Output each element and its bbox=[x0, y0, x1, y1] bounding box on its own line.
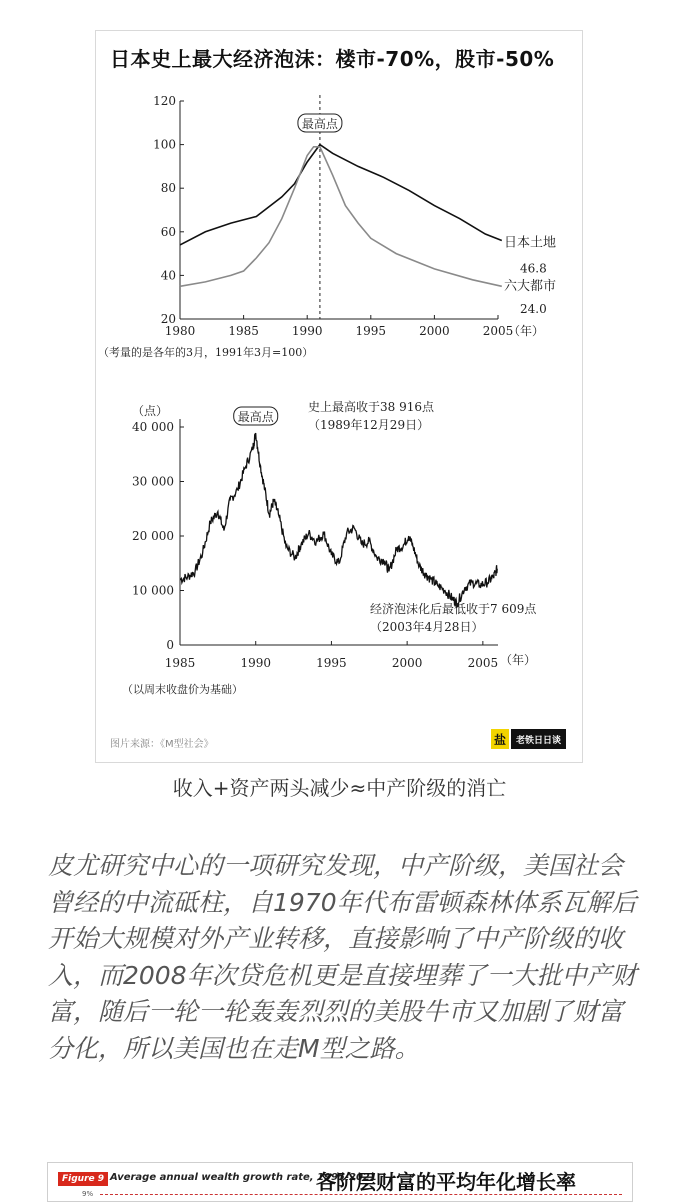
x-tick-label: 1990 bbox=[240, 656, 271, 670]
chart-note: （考量的是各年的3月，1991年3月=100） bbox=[98, 346, 314, 359]
figure9-zh-title: 各阶层财富的平均年化增长率 bbox=[316, 1170, 576, 1194]
y-tick-label: 40 bbox=[160, 268, 176, 283]
chart-note: （以周末收盘价为基础） bbox=[122, 683, 243, 696]
series-line bbox=[180, 147, 502, 286]
land-price-chart bbox=[96, 91, 584, 391]
x-tick-label: 2000 bbox=[419, 324, 450, 338]
y-axis-unit: （点） bbox=[132, 404, 169, 418]
x-tick-label: 1995 bbox=[355, 324, 387, 338]
x-tick-label: 2005 bbox=[482, 324, 514, 338]
annotation-low: 经济泡沫化后最低收于7 609点 bbox=[370, 602, 537, 616]
x-axis-unit: （年） bbox=[508, 324, 545, 338]
annotation-low-date: （2003年4月28日） bbox=[370, 620, 484, 634]
y-tick-label: 80 bbox=[160, 181, 176, 196]
x-axis-unit: （年） bbox=[500, 653, 537, 667]
y-tick-label: 100 bbox=[153, 137, 176, 152]
series-end-value: 24.0 bbox=[520, 302, 547, 317]
x-tick-label: 1985 bbox=[164, 656, 196, 670]
peak-label: 最高点 bbox=[237, 410, 274, 424]
x-tick-label: 2000 bbox=[391, 656, 423, 670]
series-line bbox=[180, 433, 497, 608]
article-paragraph: 皮尤研究中心的一项研究发现，中产阶级，美国社会曾经的中流砥柱，自1970年代布雷顿森林体系瓦解后开始大规模对外产业转移，直接影响了中产阶级的收入，而2008年次贷危机更是直接埋葬了一大批中产财富，随后一轮一轮轰轰烈烈的美股牛市又加剧了财富分化，所以美国也在走M型之路。 bbox=[48, 851, 637, 1063]
brand-name: 老铁日日谈 bbox=[511, 729, 566, 749]
image-source: 图片来源：《M型社会》 bbox=[110, 739, 214, 750]
figure9-gridline bbox=[100, 1194, 622, 1195]
y-tick-label: 40 000 bbox=[132, 420, 174, 434]
chart-card bbox=[95, 30, 583, 763]
annotation-high-date: （1989年12月29日） bbox=[308, 418, 430, 432]
x-tick-label: 1980 bbox=[164, 324, 196, 338]
series-label: 日本土地 bbox=[504, 235, 557, 251]
y-tick-label: 10 000 bbox=[132, 583, 174, 598]
brand-logo-icon: 盐 bbox=[491, 729, 509, 749]
card-title: 日本史上最大经济泡沫：楼市-70%，股市-50% bbox=[110, 47, 555, 71]
x-tick-label: 1985 bbox=[228, 324, 259, 338]
nikkei-chart bbox=[96, 391, 584, 711]
y-tick-label: 0 bbox=[166, 638, 174, 652]
x-tick-label: 2005 bbox=[467, 656, 499, 670]
y-tick-label: 60 bbox=[160, 224, 176, 239]
annotation-high: 史上最高收于38 916点 bbox=[308, 400, 434, 414]
figure9-tag: Figure 9 bbox=[58, 1172, 108, 1186]
peak-label: 最高点 bbox=[301, 117, 338, 131]
series-label: 六大都市 bbox=[504, 278, 557, 294]
figure9-header bbox=[47, 1162, 633, 1202]
figure9-axis-label: 9% bbox=[82, 1190, 94, 1198]
brand-logo bbox=[491, 729, 566, 749]
figure-caption: 收入+资产两头减少≈中产阶级的消亡 bbox=[172, 776, 507, 800]
y-tick-label: 20 000 bbox=[132, 529, 174, 543]
figure9-en-title: Average annual wealth growth rate, 1995-2021 bbox=[110, 1172, 377, 1183]
x-tick-label: 1995 bbox=[316, 656, 347, 670]
y-tick-label: 20 bbox=[160, 312, 176, 326]
series-end-value: 46.8 bbox=[520, 261, 547, 276]
y-tick-label: 30 000 bbox=[132, 474, 174, 489]
x-tick-label: 1990 bbox=[291, 324, 323, 338]
y-tick-label: 120 bbox=[153, 94, 176, 108]
